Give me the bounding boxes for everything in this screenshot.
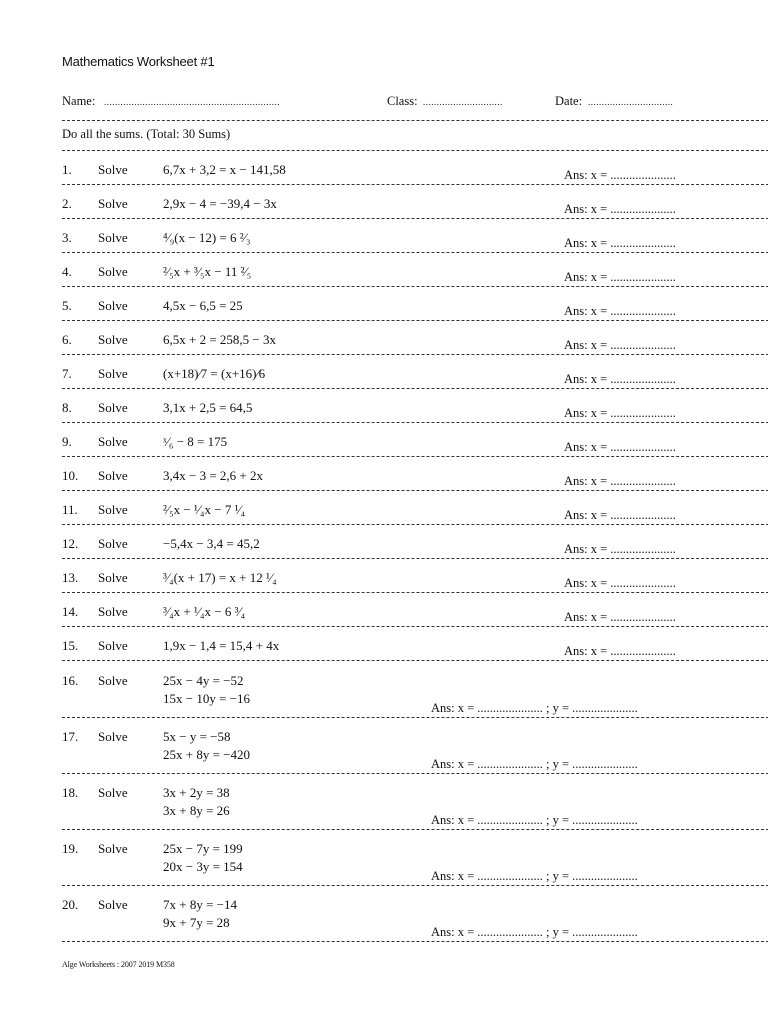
answer-blank[interactable]: Ans: x = ..................... ; y = .....................	[431, 813, 638, 827]
question-verb: Solve	[98, 366, 128, 381]
question-verb: Solve	[98, 230, 128, 245]
question-verb: Solve	[98, 841, 128, 856]
question-number: 19.	[62, 841, 79, 856]
divider	[62, 660, 768, 661]
question-number: 17.	[62, 729, 79, 744]
question-number: 1.	[62, 162, 72, 177]
question-equation: ³⁄₄(x + 17) = x + 12 ¹⁄₄	[163, 570, 277, 585]
question-verb: Solve	[98, 536, 128, 551]
answer-blank[interactable]: Ans: x = ..................... ; y = .....................	[431, 757, 638, 771]
divider	[62, 184, 768, 185]
footer-credit: Alge Worksheets : 2007 2019 M358	[62, 960, 175, 969]
question-verb: Solve	[98, 162, 128, 177]
question-number: 6.	[62, 332, 72, 347]
date-blank[interactable]: ...............................	[588, 97, 674, 107]
question-equation: 4,5x − 6,5 = 25	[163, 298, 243, 313]
divider	[62, 524, 768, 525]
divider	[62, 885, 768, 886]
question-verb: Solve	[98, 785, 128, 800]
answer-blank[interactable]: Ans: x = .....................	[564, 338, 676, 352]
class-label: Class:	[387, 94, 418, 108]
divider	[62, 320, 768, 321]
question-number: 4.	[62, 264, 72, 279]
date-label: Date:	[555, 94, 583, 108]
answer-blank[interactable]: Ans: x = .....................	[564, 304, 676, 318]
answer-blank[interactable]: Ans: x = .....................	[564, 542, 676, 556]
question-equation: ³⁄₄x + ¹⁄₄x − 6 ³⁄₄	[163, 604, 246, 619]
divider	[62, 456, 768, 457]
answer-blank[interactable]: Ans: x = .....................	[564, 440, 676, 454]
question-number: 14.	[62, 604, 79, 619]
divider	[62, 558, 768, 559]
question-number: 8.	[62, 400, 72, 415]
answer-blank[interactable]: Ans: x = .....................	[564, 576, 676, 590]
question-equation-1: 25x − 4y = −52	[163, 673, 244, 688]
name-label: Name:	[62, 94, 96, 108]
question-number: 16.	[62, 673, 79, 688]
question-verb: Solve	[98, 729, 128, 744]
question-equation-2: 25x + 8y = −420	[163, 747, 250, 762]
name-blank[interactable]: ................................................................	[104, 97, 280, 107]
question-verb: Solve	[98, 570, 128, 585]
question-number: 13.	[62, 570, 79, 585]
question-equation-2: 20x − 3y = 154	[163, 859, 243, 874]
question-number: 12.	[62, 536, 79, 551]
question-verb: Solve	[98, 434, 128, 449]
question-number: 2.	[62, 196, 72, 211]
worksheet-title: Mathematics Worksheet #1	[62, 54, 215, 69]
question-verb: Solve	[98, 468, 128, 483]
question-equation: ⁴⁄₉(x − 12) = 6 ²⁄₃	[163, 230, 251, 245]
divider	[62, 422, 768, 423]
question-equation: (x+18)⁄7 = (x+16)⁄6	[163, 366, 266, 381]
divider	[62, 592, 768, 593]
divider	[62, 286, 768, 287]
question-equation-2: 9x + 7y = 28	[163, 915, 230, 930]
question-verb: Solve	[98, 332, 128, 347]
answer-blank[interactable]: Ans: x = ..................... ; y = .....................	[431, 701, 638, 715]
answer-blank[interactable]: Ans: x = .....................	[564, 508, 676, 522]
question-equation: ˣ⁄₆ − 8 = 175	[163, 434, 228, 449]
question-equation: ²⁄₅x + ³⁄₅x − 11 ²⁄₅	[163, 264, 252, 279]
question-number: 3.	[62, 230, 72, 245]
question-equation: 3,1x + 2,5 = 64,5	[163, 400, 253, 415]
question-equation-2: 3x + 8y = 26	[163, 803, 230, 818]
answer-blank[interactable]: Ans: x = .....................	[564, 372, 676, 386]
divider	[62, 388, 768, 389]
divider	[62, 829, 768, 830]
question-verb: Solve	[98, 196, 128, 211]
instructions: Do all the sums. (Total: 30 Sums)	[62, 127, 231, 141]
answer-blank[interactable]: Ans: x = .....................	[564, 406, 676, 420]
question-number: 9.	[62, 434, 72, 449]
question-equation: 1,9x − 1,4 = 15,4 + 4x	[163, 638, 280, 653]
question-number: 15.	[62, 638, 79, 653]
question-equation: 2,9x − 4 = −39,4 − 3x	[163, 196, 277, 211]
question-equation-1: 5x − y = −58	[163, 729, 231, 744]
answer-blank[interactable]: Ans: x = .....................	[564, 270, 676, 284]
question-equation-1: 3x + 2y = 38	[163, 785, 230, 800]
question-verb: Solve	[98, 897, 128, 912]
question-verb: Solve	[98, 502, 128, 517]
divider	[62, 150, 768, 151]
question-verb: Solve	[98, 604, 128, 619]
answer-blank[interactable]: Ans: x = ..................... ; y = .....................	[431, 925, 638, 939]
divider	[62, 941, 768, 942]
question-equation: 3,4x − 3 = 2,6 + 2x	[163, 468, 263, 483]
answer-blank[interactable]: Ans: x = .....................	[564, 610, 676, 624]
question-number: 18.	[62, 785, 79, 800]
question-equation: −5,4x − 3,4 = 45,2	[163, 536, 260, 551]
question-verb: Solve	[98, 400, 128, 415]
divider	[62, 626, 768, 627]
question-equation-2: 15x − 10y = −16	[163, 691, 250, 706]
question-number: 11.	[62, 502, 78, 517]
answer-blank[interactable]: Ans: x = .....................	[564, 474, 676, 488]
question-number: 5.	[62, 298, 72, 313]
divider	[62, 773, 768, 774]
question-verb: Solve	[98, 298, 128, 313]
question-number: 7.	[62, 366, 72, 381]
answer-blank[interactable]: Ans: x = .....................	[564, 644, 676, 658]
question-equation-1: 7x + 8y = −14	[163, 897, 237, 912]
class-blank[interactable]: .............................	[423, 97, 503, 107]
divider	[62, 490, 768, 491]
question-equation: 6,7x + 3,2 = x − 141,58	[163, 162, 286, 177]
question-equation: ²⁄₅x − ¹⁄₄x − 7 ¹⁄₄	[163, 502, 246, 517]
divider	[62, 354, 768, 355]
question-equation: 6,5x + 2 = 258,5 − 3x	[163, 332, 276, 347]
divider	[62, 120, 768, 121]
question-equation-1: 25x − 7y = 199	[163, 841, 243, 856]
question-number: 20.	[62, 897, 79, 912]
divider	[62, 717, 768, 718]
question-verb: Solve	[98, 673, 128, 688]
divider	[62, 218, 768, 219]
answer-blank[interactable]: Ans: x = .....................	[564, 202, 676, 216]
answer-blank[interactable]: Ans: x = .....................	[564, 236, 676, 250]
question-number: 10.	[62, 468, 79, 483]
answer-blank[interactable]: Ans: x = ..................... ; y = .....................	[431, 869, 638, 883]
divider	[62, 252, 768, 253]
answer-blank[interactable]: Ans: x = .....................	[564, 168, 676, 182]
question-verb: Solve	[98, 638, 128, 653]
question-verb: Solve	[98, 264, 128, 279]
